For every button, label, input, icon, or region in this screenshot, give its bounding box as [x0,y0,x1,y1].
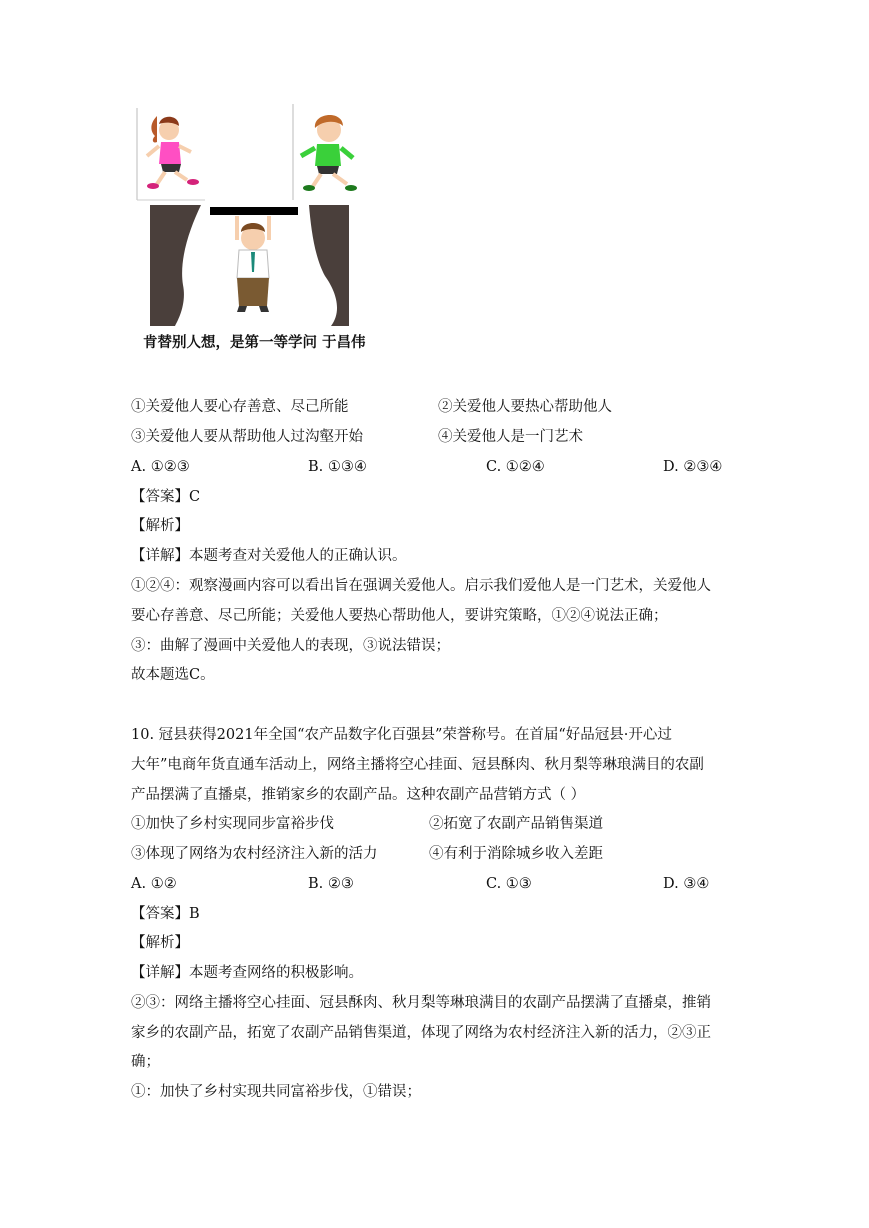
q10-statement-1: ①加快了乡村实现同步富裕步伐 [131,816,334,832]
q10-analysis-label: 【解析】 [131,935,189,951]
q10-stem-line-2: 大年”电商年货直通车活动上，网络主播将空心挂面、冠县酥肉、秋月梨等琳琅满目的农副 [131,757,704,773]
q10-detail-line-1: 【详解】本题考查网络的积极影响。 [131,965,363,981]
q9-detail-line-4: ③：曲解了漫画中关爱他人的表现，③说法错误； [131,638,450,654]
q10-detail-line-2: ②③：网络主播将空心挂面、冠县酥肉、秋月梨等琳琅满目的农副产品摆满了直播桌，推销 [131,995,711,1011]
q9-option-a: A. ①②③ [131,459,190,475]
q9-statement-2: ②关爱他人要热心帮助他人 [438,399,612,415]
right-cliff-icon [309,205,349,326]
cartoon-illustration [133,100,363,328]
q10-stem-line-3: 产品摆满了直播桌，推销家乡的农副产品。这种农副产品营销方式（ ） [131,787,586,803]
q9-detail-line-3: 要心存善意、尽己所能；关爱他人要热心帮助他人，要讲究策略，①②④说法正确； [131,608,668,624]
q10-answer: 【答案】B [131,906,200,922]
q10-option-c: C. ①③ [486,876,532,892]
q10-detail-line-4: 确； [131,1054,160,1070]
man-holding-plank-icon [237,216,269,312]
q10-option-d: D. ③④ [663,876,710,892]
q10-statement-3: ③体现了网络为农村经济注入新的活力 [131,846,378,862]
q10-detail-line-5: ①：加快了乡村实现共同富裕步伐，①错误； [131,1084,421,1100]
q10-stem-line-1: 10. 冠县获得2021年全国“农产品数字化百强县”荣誉称号。在首届“好品冠县·开心过 [131,727,672,743]
boy-runner-icon [301,115,357,191]
q9-answer: 【答案】C [131,489,201,505]
cartoon-drawing [133,100,363,328]
q10-statement-4: ④有利于消除城乡收入差距 [429,846,603,862]
q10-option-a: A. ①② [131,876,177,892]
q9-statement-1: ①关爱他人要心存善意、尽己所能 [131,399,349,415]
q10-detail-line-3: 家乡的农副产品，拓宽了农副产品销售渠道，体现了网络为农村经济注入新的活力，②③正 [131,1025,711,1041]
q9-detail-line-5: 故本题选C。 [131,667,215,683]
q9-option-b: B. ①③④ [308,459,367,475]
q9-detail-line-2: ①②④：观察漫画内容可以看出旨在强调关爱他人。启示我们爱他人是一门艺术，关爱他人 [131,578,711,594]
left-cliff-icon [150,205,201,326]
q9-statement-4: ④关爱他人是一门艺术 [438,429,583,445]
cartoon-caption: 肯替别人想，是第一等学问 于昌伟 [143,335,366,351]
q9-analysis-label: 【解析】 [131,518,189,534]
q9-option-c: C. ①②④ [486,459,545,475]
girl-runner-icon [147,116,199,189]
q10-statement-2: ②拓宽了农副产品销售渠道 [429,816,603,832]
plank-bridge-icon [210,207,298,215]
q9-detail-line-1: 【详解】本题考查对关爱他人的正确认识。 [131,548,407,564]
q9-option-d: D. ②③④ [663,459,723,475]
q10-option-b: B. ②③ [308,876,354,892]
q9-statement-3: ③关爱他人要从帮助他人过沟壑开始 [131,429,363,445]
